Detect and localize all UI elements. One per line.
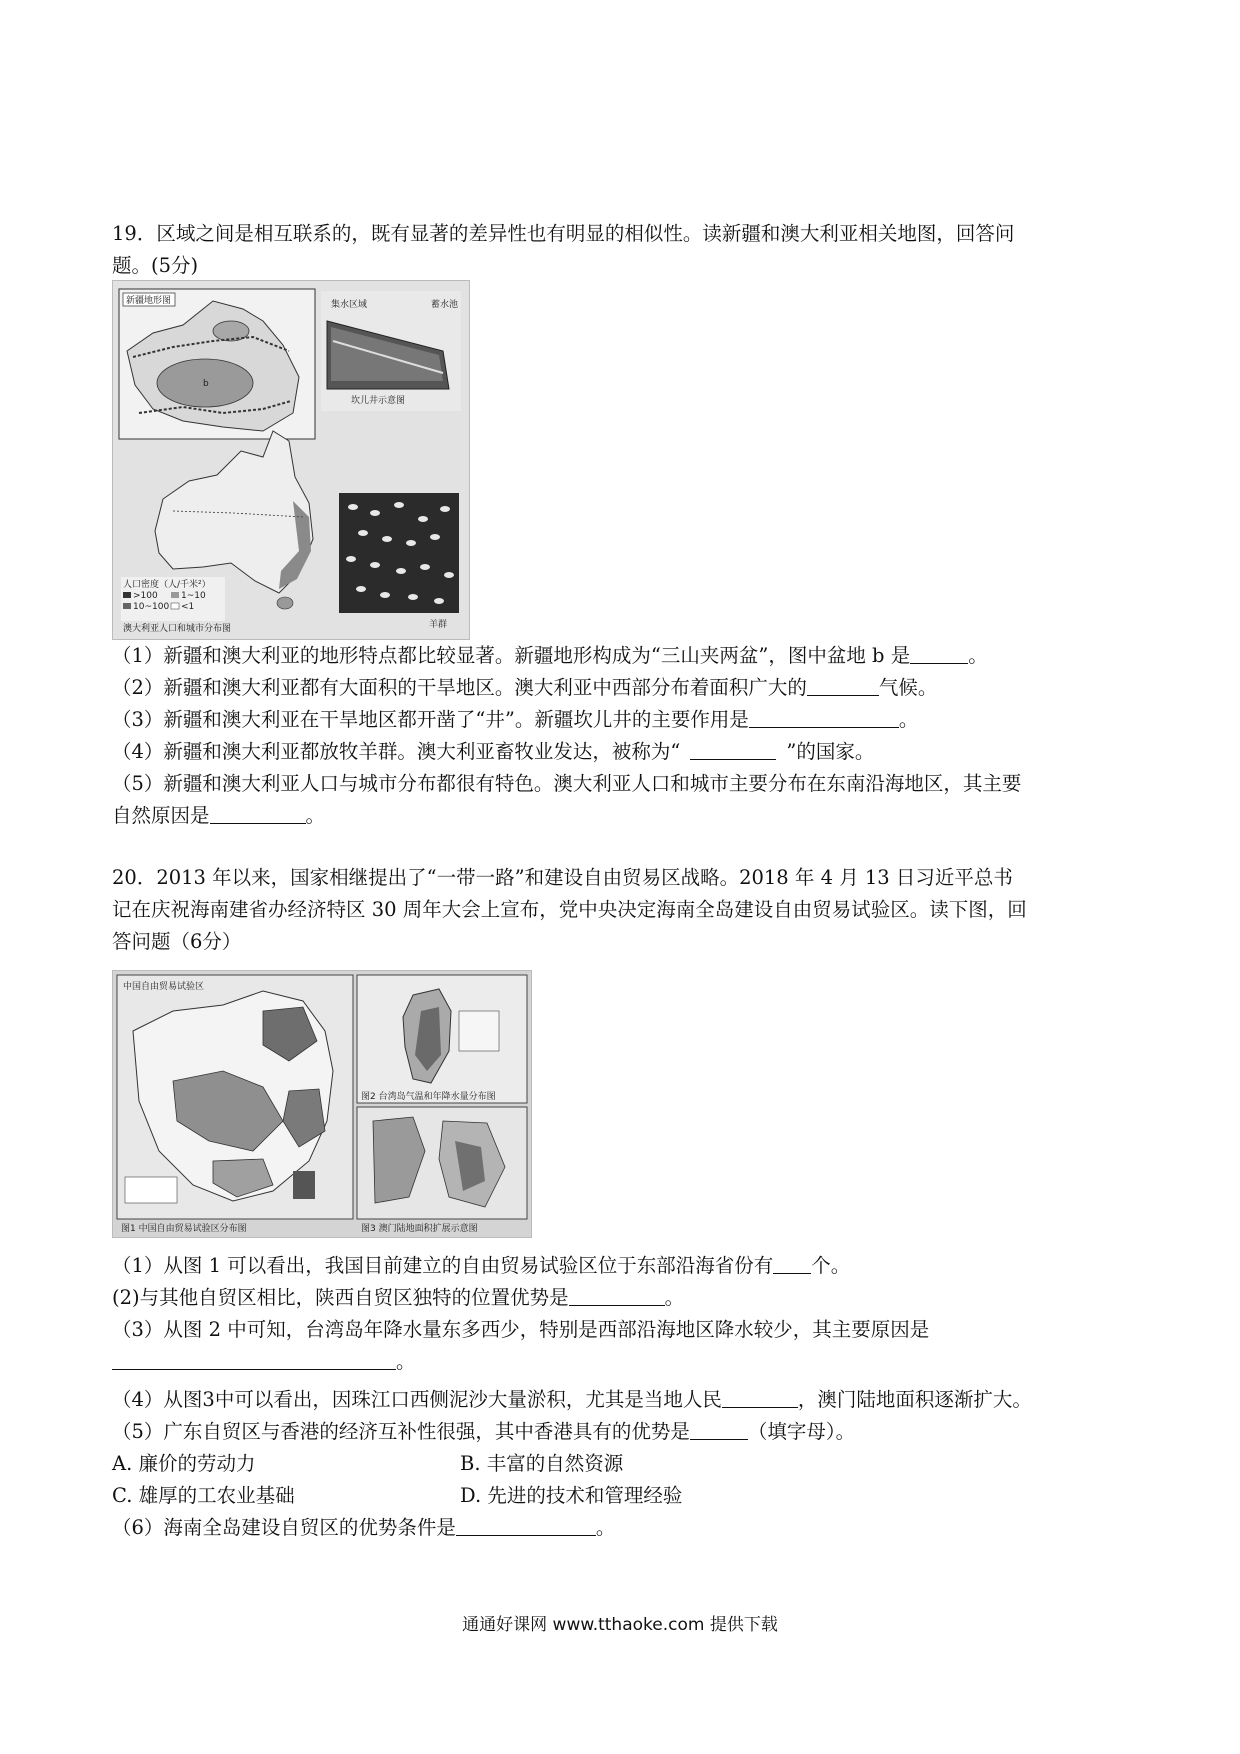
- q20-stem-line3: 答问题（6分）: [112, 930, 242, 953]
- q19-part3: [112, 704, 918, 736]
- q20-stem-line2: 记在庆祝海南建省办经济特区 30 周年大会上宣布，党中央决定海南全岛建设自由贸易试验区。读下图，回: [112, 898, 1027, 921]
- q20-answer-blank-2[interactable]: [569, 1283, 665, 1306]
- q20-part4-text: （4）从图3中可以看出，因珠江口西侧泥沙大量淤积，尤其是当地人民: [112, 1388, 722, 1411]
- q20-part6-text: （6）海南全岛建设自贸区的优势条件是: [112, 1516, 456, 1539]
- q19-part4-end: ”的国家。: [786, 740, 875, 763]
- q20-answer-blank-6[interactable]: [456, 1513, 596, 1536]
- q19-part5-text: 自然原因是: [112, 804, 210, 827]
- map1-caption: 图1 中国自由贸易试验区分布图: [121, 1224, 247, 1234]
- q19-part5-end: 。: [305, 804, 326, 827]
- q19-answer-blank-2[interactable]: [807, 673, 879, 696]
- q20-part6: [112, 1512, 615, 1544]
- q20-answer-blank-3[interactable]: [112, 1347, 396, 1370]
- page-footer: 通通好课网 www.tthaoke.com 提供下载: [462, 1615, 778, 1635]
- q19-part4: [112, 736, 874, 768]
- sheep-caption: 羊群: [429, 620, 448, 630]
- q20-part4: [112, 1384, 1032, 1416]
- q20-option-c[interactable]: C. 雄厚的工农业基础: [112, 1484, 295, 1507]
- q20-part5-end: （填字母）。: [747, 1420, 856, 1443]
- q19-part2-text: （2）新疆和澳大利亚都有大面积的干旱地区。澳大利亚中西部分布着面积广大的: [112, 676, 807, 699]
- map2-caption: 图2 台湾岛气温和年降水量分布图: [361, 1092, 496, 1102]
- q19-stem-line2: 题。(5分): [112, 254, 199, 277]
- q20-part4-end: ，澳门陆地面积逐渐扩大。: [797, 1388, 1032, 1411]
- legend-item-3: 10~100: [133, 602, 170, 612]
- q19-part2-end: 气候。: [878, 676, 938, 699]
- q20-part2: [112, 1282, 684, 1314]
- legend-title: 人口密度（人/千米²）: [123, 580, 211, 590]
- q19-answer-blank-1[interactable]: [910, 641, 968, 664]
- q19-part1-end: 。: [968, 644, 988, 667]
- legend-item-4: <1: [181, 602, 195, 612]
- q19-answer-blank-5[interactable]: [210, 801, 306, 824]
- q19-answer-blank-3[interactable]: [749, 705, 899, 728]
- q19-figure: [112, 280, 470, 640]
- q20-part2-text: (2)与其他自贸区相比，陕西自贸区独特的位置优势是: [112, 1286, 569, 1309]
- q20-option-d[interactable]: D. 先进的技术和管理经验: [460, 1484, 683, 1507]
- map1-title: 中国自由贸易试验区: [123, 982, 205, 992]
- q20-part5: [112, 1416, 855, 1448]
- q20-option-b[interactable]: B. 丰富的自然资源: [460, 1452, 624, 1475]
- q20-part2-end: 。: [664, 1286, 685, 1309]
- q20-part3-line1: （3）从图 2 中可知，台湾岛年降水量东多西少，特别是西部沿海地区降水较少，其主要原因是: [112, 1318, 930, 1341]
- q20-part1: [112, 1250, 850, 1282]
- q19-part1-text: （1）新疆和澳大利亚的地形特点都比较显著。新疆地形构成为“三山夹两盆”，图中盆地 b 是: [112, 644, 911, 667]
- q19-part3-text: （3）新疆和澳大利亚在干旱地区都开凿了“井”。新疆坎儿井的主要作用是: [112, 708, 749, 731]
- q20-part6-end: 。: [595, 1516, 616, 1539]
- q19-stem-line1: 19．区域之间是相互联系的，既有显著的差异性也有明显的相似性。读新疆和澳大利亚相关地图，回答问: [112, 222, 1015, 245]
- q19-part5-line1: （5）新疆和澳大利亚人口与城市分布都很有特色。澳大利亚人口和城市主要分布在东南沿海地区，其主要: [112, 772, 1022, 795]
- karez-reservoir-label: 蓄水池: [431, 300, 459, 310]
- q19-part3-end: 。: [898, 708, 919, 731]
- q20-part3-end: 。: [396, 1350, 416, 1373]
- legend-item-2: 1~10: [181, 591, 206, 601]
- xinjiang-map-title: 新疆地形图: [126, 296, 172, 306]
- q20-answer-blank-4[interactable]: [722, 1385, 798, 1408]
- q19-part4-text: （4）新疆和澳大利亚都放牧羊群。澳大利亚畜牧业发达，被称为“: [112, 740, 681, 763]
- basin-b-label: b: [203, 379, 209, 389]
- q20-part1-end: 个。: [811, 1254, 851, 1277]
- q19-part2: [112, 672, 937, 704]
- q20-stem-line1: 20．2013 年以来，国家相继提出了“一带一路”和建设自由贸易区战略。2018 年 4 月 13 日习近平总书: [112, 866, 1013, 889]
- karez-caption: 坎儿井示意图: [351, 396, 406, 406]
- q20-answer-blank-5[interactable]: [690, 1417, 748, 1440]
- q19-part5-line2: [112, 800, 325, 832]
- q20-part5-text: （5）广东自贸区与香港的经济互补性很强，其中香港具有的优势是: [112, 1420, 690, 1443]
- australia-map-caption: 澳大利亚人口和城市分布图: [123, 624, 232, 634]
- map3-caption: 图3 澳门陆地面积扩展示意图: [361, 1224, 478, 1234]
- q20-figure: [112, 970, 532, 1238]
- karez-catchment-label: 集水区域: [331, 300, 368, 310]
- q20-part3-line2: [112, 1346, 416, 1378]
- q20-part1-text: （1）从图 1 可以看出，我国目前建立的自由贸易试验区位于东部沿海省份有: [112, 1254, 774, 1277]
- legend-item-1: >100: [133, 591, 158, 601]
- q20-answer-blank-1[interactable]: [773, 1251, 811, 1274]
- q20-option-a[interactable]: A. 廉价的劳动力: [112, 1452, 256, 1475]
- q19-part1: [112, 640, 988, 672]
- q19-answer-blank-4[interactable]: [690, 737, 776, 760]
